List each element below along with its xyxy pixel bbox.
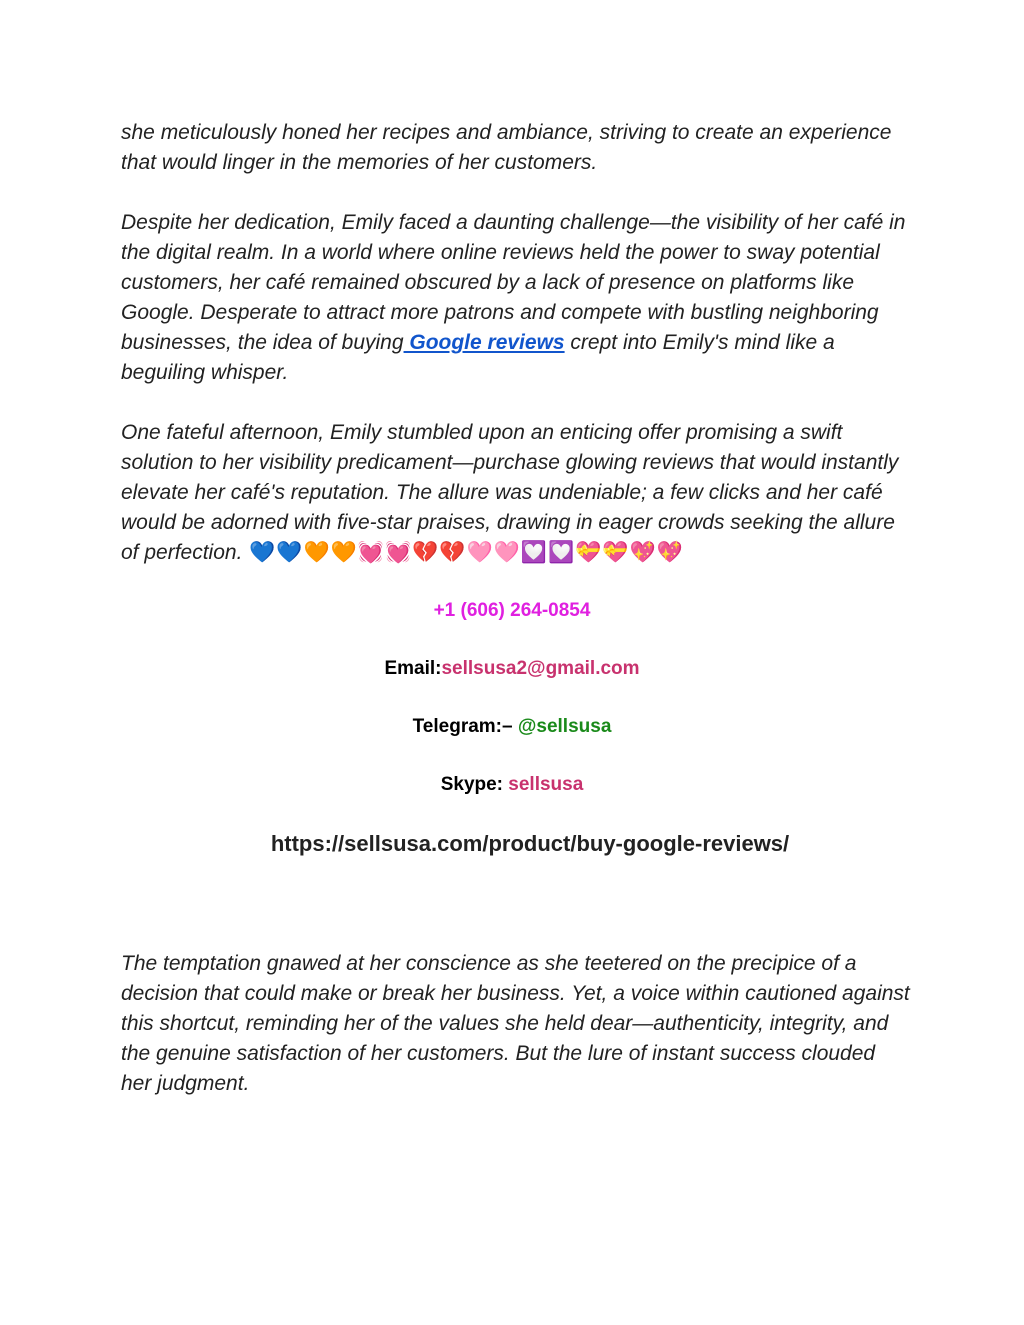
beating-heart-icon: 💓	[357, 541, 386, 564]
google-reviews-link[interactable]: Google reviews	[403, 331, 565, 354]
product-url[interactable]: https://sellsusa.com/product/buy-google-reviews/	[270, 831, 790, 856]
pink-heart-icon: 🩷	[493, 541, 521, 564]
blue-heart-icon: 💙	[249, 541, 277, 564]
contact-telegram	[0, 715, 1024, 739]
sparkling-heart-icon: 💖	[629, 541, 657, 564]
contact-phone	[0, 599, 1024, 623]
paragraph-1: she meticulously honed her recipes and ambiance, striving to create an experience that would linger in the memories of her customers.	[121, 121, 892, 174]
heart-decoration-icon: 💟	[520, 541, 548, 564]
heart-decoration-icon: 💟	[547, 541, 576, 564]
orange-heart-icon: 🧡	[303, 541, 331, 564]
blue-heart-icon: 💙	[276, 541, 304, 564]
heart-with-ribbon-icon: 💝	[602, 541, 630, 564]
email-label: Email:	[384, 658, 442, 679]
paragraph-3-text: One fateful afternoon, Emily stumbled upon an enticing offer promising a swift solution to her visibility predicament—purchase glowing reviews that would instantly elevate her café's reputation. The allure was undeniable; a few clicks and her café would be adorned with five-star praises, drawing in eager crowds seeking the allure of perfection.	[121, 421, 899, 564]
telegram-handle[interactable]: @sellsusa	[512, 716, 612, 737]
paragraph-2-text-after: crept into Emily's mind like a beguiling whisper.	[121, 331, 835, 384]
paragraph-3	[121, 418, 911, 568]
paragraph-4: The temptation gnawed at her conscience as she teetered on the precipice of a decision that could make or break her business. Yet, a voice within cautioned against this shortcut, reminding her of the values she held dear—authenticity, integrity, and the genuine satisfaction of her customers. But the lure of instant success clouded her judgment.	[121, 952, 910, 1095]
phone-number[interactable]: +1 (606) 264-0854	[433, 600, 591, 621]
sparkling-heart-icon: 💖	[656, 541, 684, 564]
email-address[interactable]: sellsusa2@gmail.com	[441, 658, 640, 679]
paragraph-2-text-before: Despite her dedication, Emily faced a daunting challenge—the visibility of her café in the digital realm. In a world where online reviews held the power to sway potential customers, her café remained obscured by a lack of presence on platforms like Google. Desperate to attract more patrons and compete with bustling neighboring businesses, the idea of buying	[121, 211, 906, 354]
pink-heart-icon: 🩷	[466, 541, 494, 564]
heart-with-ribbon-icon: 💝	[575, 541, 603, 564]
orange-heart-icon: 🧡	[330, 541, 358, 564]
skype-handle[interactable]: sellsusa	[503, 774, 584, 795]
telegram-label: Telegram:–	[412, 716, 513, 737]
contact-skype	[0, 773, 1024, 797]
emoji-hearts-row	[242, 541, 683, 564]
beating-heart-icon: 💓	[385, 541, 413, 564]
broken-heart-icon: 💔	[412, 541, 440, 564]
paragraph-2	[121, 208, 911, 388]
contact-email	[0, 657, 1024, 681]
broken-heart-icon: 💔	[439, 541, 467, 564]
skype-label: Skype:	[440, 774, 504, 795]
